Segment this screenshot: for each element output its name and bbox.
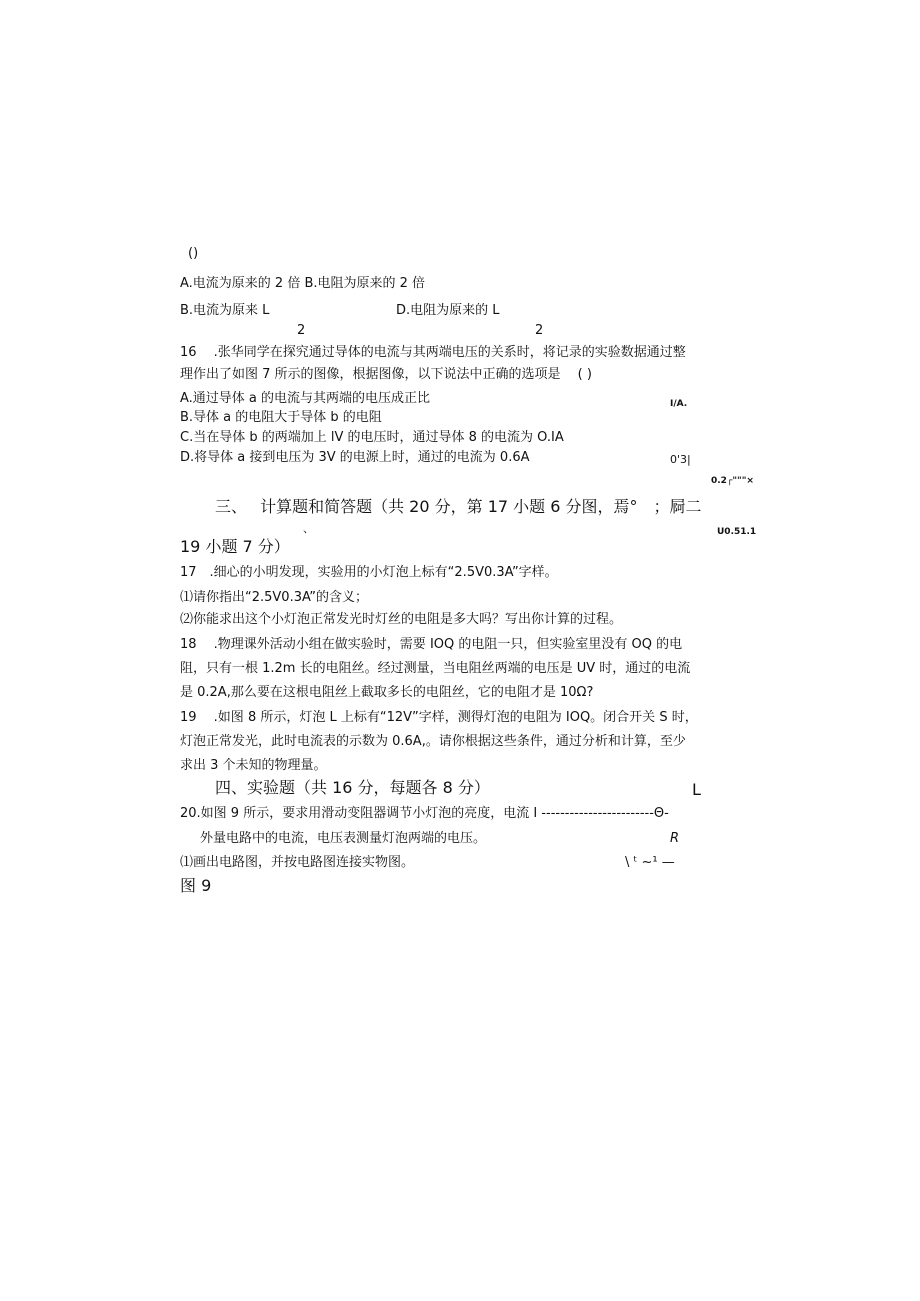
q15-option-a-b: A.电流为原来的 2 倍 B.电阻为原来的 2 倍 <box>180 276 426 291</box>
q15-paren: () <box>188 246 199 261</box>
section3-mark: 、 <box>303 522 314 535</box>
fig7-ia-label: I/A. <box>670 399 688 409</box>
fig9-l-label: L <box>692 780 701 799</box>
q18-line3: 是 0.2A,那么要在这根电阻丝上截取多长的电阻丝，它的电阻才是 10Ω? <box>180 685 594 700</box>
q17-part1: ⑴请你指出“2.5V0.3A”的含义； <box>180 590 368 605</box>
q15-option-d: D.电阻为原来的 L <box>396 303 500 318</box>
q19-line3: 求出 3 个未知的物理量。 <box>180 758 327 773</box>
q17-part2: ⑵你能求出这个小灯泡正常发光时灯丝的电阻是多大吗？写出你计算的过程。 <box>180 612 623 627</box>
q20-line1: 20.如图 9 所示，要求用滑动变阻器调节小灯泡的亮度，电流 I ------------------------Θ- <box>180 806 669 821</box>
q15-option-b: B.电流为原来 L <box>180 303 270 318</box>
q16-option-a: A.通过导体 a 的电流与其两端的电压成正比 <box>180 391 431 406</box>
q18-line2: 阻，只有一根 1.2m 长的电阻丝。经过测量，当电阻丝两端的电压是 UV 时，通过的电流 <box>180 661 691 676</box>
section4-title: 四、实验题（共 16 分，每题各 8 分） <box>215 778 490 797</box>
q16-stem-line1: 16 .张华同学在探究通过导体的电流与其两端电压的关系时，将记录的实验数据通过整 <box>180 345 686 360</box>
fig7-02-label: 0.2┌"""× <box>711 476 754 486</box>
fig7-u-label: U0.51.1 <box>717 527 757 537</box>
section3-title-cont: 19 小题 7 分） <box>180 537 290 556</box>
q19-line1: 19 .如图 8 所示，灯泡 L 上标有“12V”字样，测得灯泡的电阻为 IOQ。闭合开关 S 时， <box>180 710 698 725</box>
fig7-03-label: 0'3| <box>670 453 691 466</box>
q15-denominator-2: 2 <box>535 323 544 338</box>
q19-line2: 灯泡正常发光，此时电流表的示数为 0.6A,。请你根据这些条件，通过分析和计算，至少 <box>180 734 686 749</box>
q16-option-b: B.导体 a 的电阻大于导体 b 的电阻 <box>180 410 382 425</box>
section3-title: 三、 计算题和简答题（共 20 分，第 17 小题 6 分图，焉° ；屙二 <box>215 497 702 516</box>
q15-denominator-1: 2 <box>297 323 306 338</box>
q16-stem-line2: 理作出了如图 7 所示的图像，根据图像，以下说法中正确的选项是 ( ) <box>180 367 592 382</box>
fig9-r-label: R <box>670 831 680 846</box>
fig9-marks: \ ᵗ ~¹ — <box>625 855 675 870</box>
q18-line1: 18 .物理课外活动小组在做实验时，需要 IOQ 的电阻一只，但实验室里没有 OQ 的电 <box>180 637 683 652</box>
q16-option-c: C.当在导体 b 的两端加上 lV 的电压时，通过导体 8 的电流为 O.IA <box>180 430 564 445</box>
q20-line2: 外量电路中的电流，电压表测量灯泡两端的电压。 <box>200 831 487 846</box>
q16-option-d: D.将导体 a 接到电压为 3V 的电源上时，通过的电流为 0.6A <box>180 450 530 465</box>
q17-stem: 17 .细心的小明发现，实验用的小灯泡上标有“2.5V0.3A”字样。 <box>180 565 558 580</box>
fig9-caption: 图 9 <box>180 876 212 895</box>
q20-part1: ⑴画出电路图，并按电路图连接实物图。 <box>180 855 415 870</box>
